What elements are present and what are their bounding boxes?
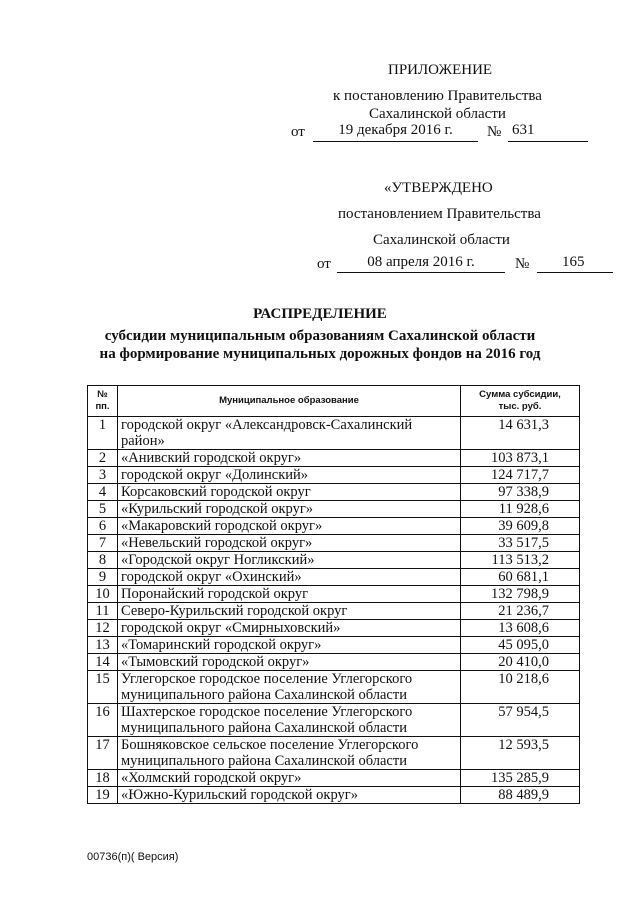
row-number: 9 bbox=[88, 569, 118, 586]
row-number: 15 bbox=[88, 671, 118, 704]
row-name: городской округ «Александровск-Сахалинский район» bbox=[118, 417, 461, 450]
row-number: 19 bbox=[88, 787, 118, 804]
approved-line1: постановлением Правительства bbox=[338, 206, 541, 222]
table-row bbox=[88, 518, 580, 535]
table-row bbox=[88, 704, 580, 737]
row-name: Углегорское городское поселение Углегорского муниципального района Сахалинской области bbox=[118, 671, 461, 704]
row-number: 12 bbox=[88, 620, 118, 637]
table-row bbox=[88, 654, 580, 671]
table-row bbox=[88, 417, 580, 450]
row-sum: 97 338,9 bbox=[461, 484, 580, 501]
row-name: «Курильский городской округ» bbox=[118, 501, 461, 518]
heading-line2: на формирование муниципальных дорожных фондов на 2016 год bbox=[99, 346, 541, 362]
row-name: «Тымовский городской округ» bbox=[118, 654, 461, 671]
row-number: 8 bbox=[88, 552, 118, 569]
header-sum bbox=[461, 386, 580, 417]
row-number: 16 bbox=[88, 704, 118, 737]
row-number: 2 bbox=[88, 450, 118, 467]
row-sum: 60 681,1 bbox=[461, 569, 580, 586]
row-name: Поронайский городской округ bbox=[118, 586, 461, 603]
appendix-line2: Сахалинской области bbox=[369, 106, 506, 122]
table-row bbox=[88, 501, 580, 518]
row-number: 7 bbox=[88, 535, 118, 552]
table-row bbox=[88, 787, 580, 804]
row-name: «Томаринский городской округ» bbox=[118, 637, 461, 654]
row-number: 14 bbox=[88, 654, 118, 671]
row-name: городской округ «Смирныховский» bbox=[118, 620, 461, 637]
row-sum: 135 285,9 bbox=[461, 770, 580, 787]
row-sum: 132 798,9 bbox=[461, 586, 580, 603]
row-number: 18 bbox=[88, 770, 118, 787]
header-name: Муниципальное образование bbox=[118, 386, 461, 417]
row-sum: 13 608,6 bbox=[461, 620, 580, 637]
table-row bbox=[88, 737, 580, 770]
row-name: «Холмский городской округ» bbox=[118, 770, 461, 787]
row-sum: 45 095,0 bbox=[461, 637, 580, 654]
appendix-number-prefix: № bbox=[487, 124, 502, 140]
table-row bbox=[88, 620, 580, 637]
row-name: Северо-Курильский городской округ bbox=[118, 603, 461, 620]
table-row bbox=[88, 552, 580, 569]
table-row bbox=[88, 671, 580, 704]
row-sum: 33 517,5 bbox=[461, 535, 580, 552]
distribution-table bbox=[87, 385, 580, 804]
row-sum: 88 489,9 bbox=[461, 787, 580, 804]
approved-date-underline bbox=[337, 272, 505, 273]
row-name: «Южно-Курильский городской округ» bbox=[118, 787, 461, 804]
row-sum: 11 928,6 bbox=[461, 501, 580, 518]
approved-date: 08 апреля 2016 г. bbox=[367, 254, 475, 270]
row-number: 17 bbox=[88, 737, 118, 770]
row-name: городской округ «Охинский» bbox=[118, 569, 461, 586]
appendix-date: 19 декабря 2016 г. bbox=[338, 122, 453, 138]
row-name: «Невельский городской округ» bbox=[118, 535, 461, 552]
heading-title: РАСПРЕДЕЛЕНИЕ bbox=[253, 306, 387, 322]
row-name: «Анивский городской округ» bbox=[118, 450, 461, 467]
table-row bbox=[88, 637, 580, 654]
row-number: 5 bbox=[88, 501, 118, 518]
row-sum: 20 410,0 bbox=[461, 654, 580, 671]
table-body bbox=[88, 417, 580, 804]
header-sum-line1: Сумма субсидии, bbox=[479, 389, 561, 400]
row-sum: 113 513,2 bbox=[461, 552, 580, 569]
table-row bbox=[88, 535, 580, 552]
row-number: 3 bbox=[88, 467, 118, 484]
approved-number: 165 bbox=[562, 254, 585, 270]
row-name: «Макаровский городской округ» bbox=[118, 518, 461, 535]
row-number: 4 bbox=[88, 484, 118, 501]
appendix-number-underline bbox=[508, 141, 588, 142]
row-sum: 10 218,6 bbox=[461, 671, 580, 704]
row-sum: 12 593,5 bbox=[461, 737, 580, 770]
row-name: «Городской округ Ногликский» bbox=[118, 552, 461, 569]
row-number: 13 bbox=[88, 637, 118, 654]
row-name: городской округ «Долинский» bbox=[118, 467, 461, 484]
table-row bbox=[88, 467, 580, 484]
approved-title: «УТВЕРЖДЕНО bbox=[384, 180, 493, 196]
table-row bbox=[88, 586, 580, 603]
row-sum: 124 717,7 bbox=[461, 467, 580, 484]
table-row bbox=[88, 770, 580, 787]
row-number: 11 bbox=[88, 603, 118, 620]
appendix-date-prefix: от bbox=[291, 124, 305, 140]
row-number: 10 bbox=[88, 586, 118, 603]
table-row bbox=[88, 569, 580, 586]
table-row bbox=[88, 484, 580, 501]
row-name: Бошняковское сельское поселение Углегорского муниципального района Сахалинской области bbox=[118, 737, 461, 770]
appendix-number: 631 bbox=[512, 122, 535, 138]
row-number: 6 bbox=[88, 518, 118, 535]
appendix-line1: к постановлению Правительства bbox=[333, 88, 542, 104]
row-name: Корсаковский городской округ bbox=[118, 484, 461, 501]
appendix-title: ПРИЛОЖЕНИЕ bbox=[388, 62, 493, 78]
row-sum: 103 873,1 bbox=[461, 450, 580, 467]
row-sum: 39 609,8 bbox=[461, 518, 580, 535]
table-header-row bbox=[88, 386, 580, 417]
approved-number-prefix: № bbox=[515, 256, 530, 272]
table-row bbox=[88, 450, 580, 467]
document-footer: 00736(п)( Версия) bbox=[87, 851, 179, 863]
header-num: № пп. bbox=[88, 386, 118, 417]
row-sum: 21 236,7 bbox=[461, 603, 580, 620]
row-number: 1 bbox=[88, 417, 118, 450]
approved-number-underline bbox=[537, 272, 613, 273]
row-sum: 57 954,5 bbox=[461, 704, 580, 737]
table-row bbox=[88, 603, 580, 620]
row-sum: 14 631,3 bbox=[461, 417, 580, 450]
heading-line1: субсидии муниципальным образованиям Сахалинской области bbox=[104, 328, 536, 344]
approved-line2: Сахалинской области bbox=[373, 232, 510, 248]
row-name: Шахтерское городское поселение Углегорского муниципального района Сахалинской области bbox=[118, 704, 461, 737]
appendix-date-underline bbox=[313, 141, 478, 142]
approved-date-prefix: от bbox=[317, 256, 331, 272]
header-sum-line2: тыс. руб. bbox=[498, 401, 542, 412]
